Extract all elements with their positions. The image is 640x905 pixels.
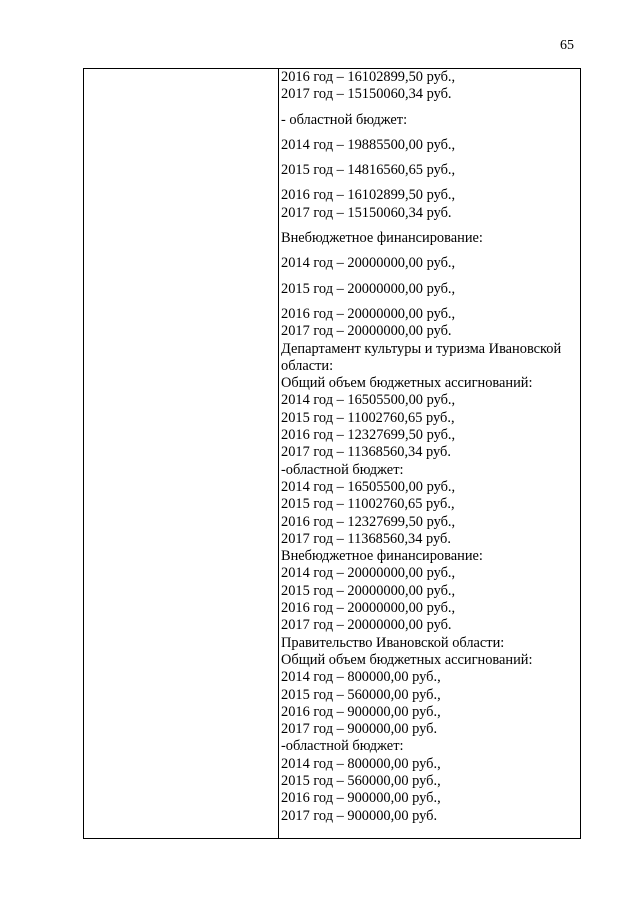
text-line: 2014 год – 16505500,00 руб., [281, 392, 456, 409]
table-row [84, 69, 581, 839]
text-line: Общий объем бюджетных ассигнований: [281, 375, 533, 392]
text-line: Департамент культуры и туризма Ивановской [281, 340, 562, 357]
text-line: 2014 год – 20000000,00 руб., [281, 565, 456, 582]
text-line: 2015 год – 20000000,00 руб., [281, 280, 456, 297]
block-gap [281, 247, 580, 255]
left-column-cell [84, 69, 279, 839]
text-line: 2016 год – 12327699,50 руб., [281, 427, 456, 444]
text-line: Правительство Ивановской области: [281, 634, 505, 651]
block-gap [281, 129, 580, 137]
text-line: 2017 год – 900000,00 руб. [281, 807, 438, 824]
block-gap [281, 154, 580, 162]
text-line: 2014 год – 16505500,00 руб., [281, 478, 456, 495]
funding-table [83, 68, 581, 839]
text-line: 2016 год – 16102899,50 руб., [281, 187, 456, 204]
text-line: 2017 год – 15150060,34 руб. [281, 204, 452, 221]
block-gap [281, 273, 580, 281]
text-line: 2015 год – 11002760,65 руб., [281, 496, 455, 513]
text-line: 2017 год – 20000000,00 руб. [281, 323, 452, 340]
text-line: 2016 год – 20000000,00 руб., [281, 600, 456, 617]
text-line: 2017 год – 11368560,34 руб. [281, 530, 451, 547]
block-gap [281, 222, 580, 230]
text-line: Внебюджетное финансирование: [281, 548, 483, 565]
block-gap [281, 104, 580, 112]
text-line: 2015 год – 560000,00 руб., [281, 686, 441, 703]
text-line: Внебюджетное финансирование: [281, 230, 483, 247]
text-line: 2014 год – 20000000,00 руб., [281, 255, 456, 272]
text-line: 2014 год – 19885500,00 руб., [281, 136, 456, 153]
text-line: 2014 год – 800000,00 руб., [281, 755, 441, 772]
funding-details-cell [279, 69, 581, 839]
text-line: 2017 год – 11368560,34 руб. [281, 444, 451, 461]
text-line: 2017 год – 15150060,34 руб. [281, 86, 452, 103]
block-gap [281, 298, 580, 306]
funding-text [281, 69, 580, 825]
text-line: 2015 год – 560000,00 руб., [281, 772, 441, 789]
text-line: 2017 год – 900000,00 руб. [281, 721, 438, 738]
page-number: 65 [560, 38, 574, 53]
text-line: -областной бюджет: [281, 738, 404, 755]
text-line: 2016 год – 900000,00 руб., [281, 703, 441, 720]
text-line: 2016 год – 900000,00 руб., [281, 790, 441, 807]
text-line: 2016 год – 16102899,50 руб., [281, 69, 456, 85]
text-line: Общий объем бюджетных ассигнований: [281, 651, 533, 668]
text-line: 2016 год – 20000000,00 руб., [281, 305, 456, 322]
text-line: области: [281, 357, 334, 374]
text-line: -областной бюджет: [281, 461, 404, 478]
text-line: 2016 год – 12327699,50 руб., [281, 513, 456, 530]
text-line: - областной бюджет: [281, 111, 408, 128]
block-gap [281, 179, 580, 187]
text-line: 2014 год – 800000,00 руб., [281, 669, 441, 686]
text-line: 2017 год – 20000000,00 руб. [281, 617, 452, 634]
text-line: 2015 год – 14816560,65 руб., [281, 162, 456, 179]
text-line: 2015 год – 11002760,65 руб., [281, 409, 455, 426]
text-line: 2015 год – 20000000,00 руб., [281, 582, 456, 599]
